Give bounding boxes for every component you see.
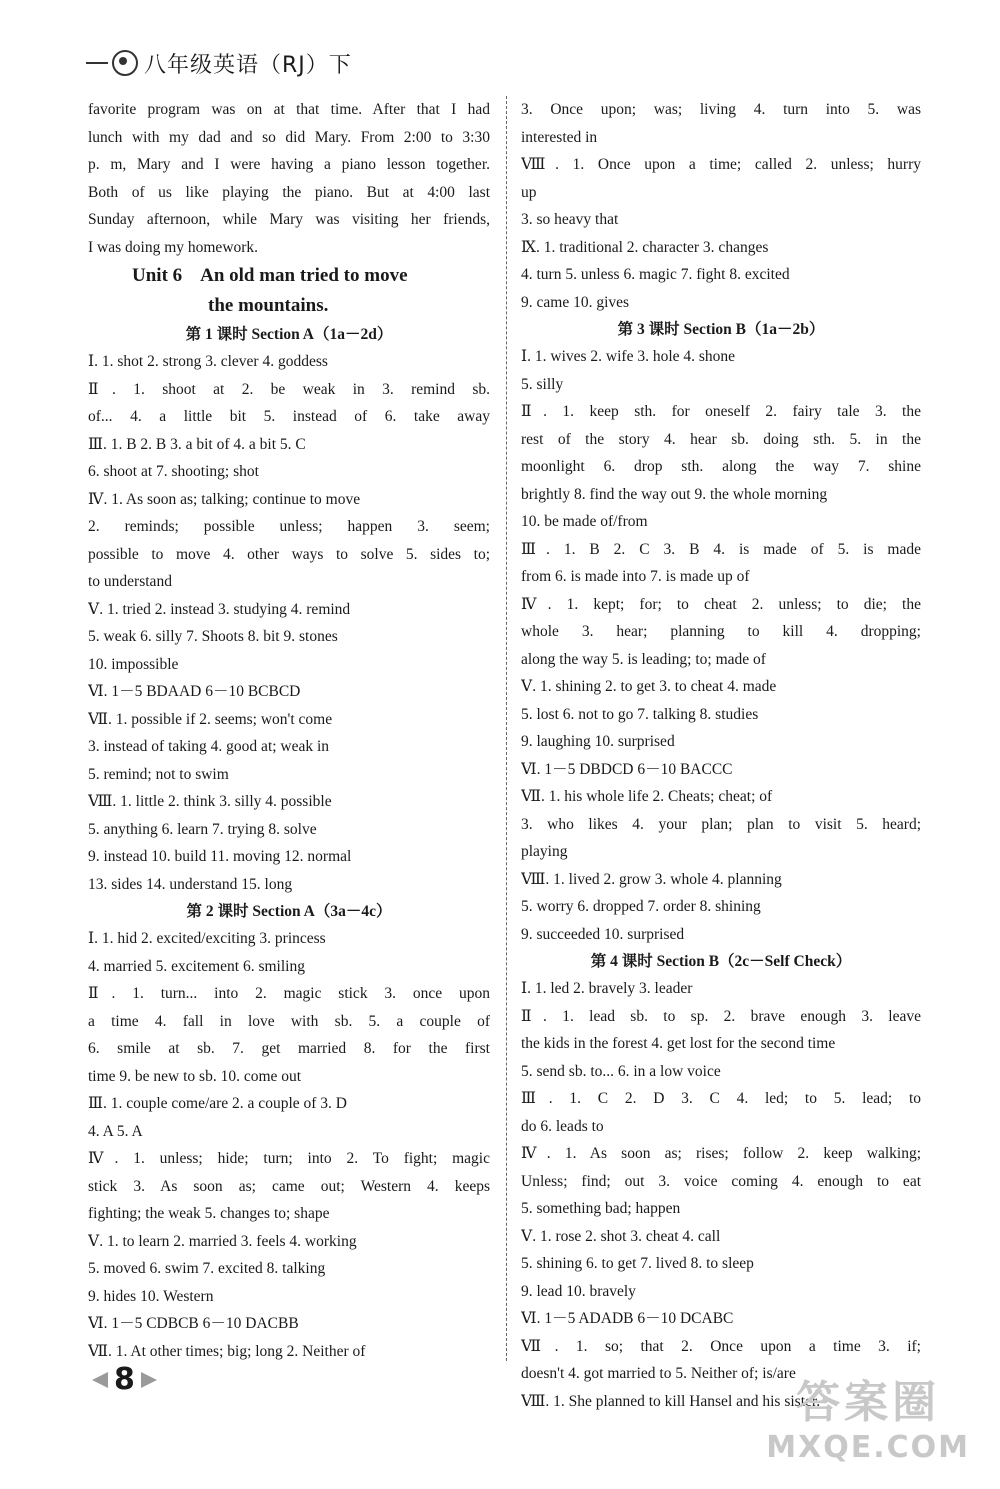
answer-line: possible to move 4. other ways to solve 5. sides to; <box>88 545 490 563</box>
answer-line: interested in <box>521 128 598 146</box>
answer-line: doesn't 4. got married to 5. Neither of; is/are <box>521 1365 796 1382</box>
answer-line: 5. shining 6. to get 7. lived 8. to sleep <box>521 1255 754 1272</box>
answer-line: favorite program was on at that time. After that I had <box>88 101 490 118</box>
answer-line: Ⅶ. 1. his whole life 2. Cheats; cheat; of <box>521 788 773 805</box>
column-divider <box>506 96 507 1361</box>
answer-line: Ⅱ. 1. keep sth. for oneself 2. fairy tale 3. the <box>521 403 921 420</box>
answer-line: stick 3. As soon as; came out; Western 4. keeps <box>88 1177 490 1195</box>
answer-line: Ⅶ. 1. so; that 2. Once upon a time 3. if; <box>521 1337 921 1355</box>
answer-line: Ⅰ. 1. led 2. bravely 3. leader <box>521 980 693 997</box>
answer-line: fighting; the weak 5. changes to; shape <box>88 1205 330 1222</box>
answer-line: Unless; find; out 3. voice coming 4. enough to eat <box>521 1172 921 1190</box>
answer-line: rest of the story 4. hear sb. doing sth. 5. in the <box>521 430 921 448</box>
answer-line: Ⅸ. 1. traditional 2. character 3. changes <box>521 238 769 256</box>
answer-line: 10. impossible <box>88 655 179 673</box>
answer-line: 5. worry 6. dropped 7. order 8. shining <box>521 898 761 915</box>
answer-line: 3. instead of taking 4. good at; weak in <box>88 738 330 755</box>
answer-line: Ⅷ. 1. She planned to kill Hansel and his sister. <box>521 1392 821 1410</box>
answer-line: playing <box>521 843 568 860</box>
answer-line: Ⅷ. 1. little 2. think 3. silly 4. possible <box>88 793 332 810</box>
watermark-logo <box>766 1366 970 1465</box>
answer-line: Ⅰ. 1. hid 2. excited/exciting 3. princess <box>88 930 326 947</box>
unit-title-continued: the mountains. <box>208 295 329 316</box>
answer-line: 3. so heavy that <box>521 211 619 228</box>
answer-line: Ⅱ. 1. turn... into 2. magic stick 3. once upon <box>88 985 490 1002</box>
answer-line: 9. came 10. gives <box>521 293 630 311</box>
answer-line: Ⅴ. 1. to learn 2. married 3. feels 4. working <box>88 1232 357 1250</box>
answer-line: 6. smile at sb. 7. get married 8. for the first <box>88 1040 490 1057</box>
header-ornament-icon <box>112 50 138 76</box>
answer-line: Ⅴ. 1. tried 2. instead 3. studying 4. remind <box>88 600 351 618</box>
answer-line: 5. remind; not to swim <box>88 765 229 783</box>
answer-line: Ⅳ. 1. As soon as; rises; follow 2. keep walking; <box>521 1145 921 1162</box>
answer-line: Sunday afternoon, while Mary was visiting her friends, <box>88 211 490 228</box>
answer-line: 9. instead 10. build 11. moving 12. normal <box>88 848 352 865</box>
answer-line: lunch with my dad and so did Mary. From 2:00 to 3:30 <box>88 128 490 146</box>
answer-line: 4. A 5. A <box>88 1122 143 1140</box>
answer-line: 4. turn 5. unless 6. magic 7. fight 8. excited <box>521 266 790 283</box>
left-column <box>88 96 490 1365</box>
right-column <box>521 96 921 1415</box>
answer-line: 5. lost 6. not to go 7. talking 8. studies <box>521 705 759 723</box>
answer-line: Ⅱ. 1. lead sb. to sp. 2. brave enough 3. leave <box>521 1007 921 1025</box>
answer-line: Ⅰ. 1. wives 2. wife 3. hole 4. shone <box>521 348 736 365</box>
answer-line: 13. sides 14. understand 15. long <box>88 875 293 893</box>
answer-line: 3. who likes 4. your plan; plan to visit 5. heard; <box>521 815 921 833</box>
answer-line: time 9. be new to sb. 10. come out <box>88 1067 302 1085</box>
answer-line: 2. reminds; possible unless; happen 3. seem; <box>88 518 490 535</box>
answer-line: Ⅲ. 1. couple come/are 2. a couple of 3. D <box>88 1095 347 1112</box>
answer-line: 5. silly <box>521 375 564 393</box>
answer-line: Ⅳ. 1. kept; for; to cheat 2. unless; to die; the <box>521 595 921 613</box>
answer-line: 6. shoot at 7. shooting; shot <box>88 463 259 480</box>
answer-line: Ⅵ. 1－5 BDAAD 6－10 BCBCD <box>88 683 301 700</box>
answer-line: Ⅰ. 1. shot 2. strong 3. clever 4. goddess <box>88 353 328 370</box>
answer-line: 9. laughing 10. surprised <box>521 733 675 750</box>
answer-line: 3. Once upon; was; living 4. turn into 5. was <box>521 101 921 118</box>
answer-line: the kids in the forest 4. get lost for the second time <box>521 1035 836 1052</box>
page-number: 8 <box>114 1362 135 1397</box>
answer-line: brightly 8. find the way out 9. the whole morning <box>521 485 828 503</box>
answer-line: Ⅳ. 1. As soon as; talking; continue to move <box>88 490 361 508</box>
answer-line: Both of us like playing the piano. But at 4:00 last <box>88 183 490 201</box>
answer-line: do 6. leads to <box>521 1117 604 1135</box>
unit-title: Unit 6 An old man tried to move <box>132 265 408 286</box>
answer-line: 5. send sb. to... 6. in a low voice <box>521 1062 721 1080</box>
answer-line: 5. moved 6. swim 7. excited 8. talking <box>88 1260 326 1277</box>
answer-line: Ⅶ. 1. possible if 2. seems; won't come <box>88 710 333 728</box>
header-rule <box>86 62 108 64</box>
answer-line: Ⅵ. 1－5 ADADB 6－10 DCABC <box>521 1310 734 1327</box>
section-heading: 第 1 课时 Section A（1a－2d） <box>185 326 393 343</box>
section-heading: 第 4 课时 Section B（2c－Self Check） <box>590 953 852 970</box>
answer-line: 9. hides 10. Western <box>88 1287 214 1305</box>
section-heading: 第 3 课时 Section B（1a－2b） <box>617 321 825 338</box>
answer-line: whole 3. hear; planning to kill 4. dropping; <box>521 623 921 640</box>
right-arrow-icon <box>141 1372 157 1388</box>
answer-line: 5. something bad; happen <box>521 1200 681 1217</box>
answer-line: up <box>521 183 537 201</box>
answer-line: Ⅶ. 1. At other times; big; long 2. Neither of <box>88 1342 366 1360</box>
answer-line: 4. married 5. excitement 6. smiling <box>88 957 305 975</box>
answer-line: Ⅳ. 1. unless; hide; turn; into 2. To fight; magic <box>88 1150 490 1167</box>
answer-line: a time 4. fall in love with sb. 5. a couple of <box>88 1012 490 1030</box>
answer-line: Ⅵ. 1－5 DBDCD 6－10 BACCC <box>521 760 733 778</box>
answer-line: from 6. is made into 7. is made up of <box>521 568 750 585</box>
answer-line: Ⅲ. 1. B 2. B 3. a bit of 4. a bit 5. C <box>88 435 306 453</box>
page-footer <box>92 1362 157 1397</box>
answer-line: along the way 5. is leading; to; made of <box>521 650 766 668</box>
header-title: 八年级英语（RJ）下 <box>144 52 352 78</box>
answer-line: Ⅵ. 1－5 CDBCB 6－10 DACBB <box>88 1315 299 1332</box>
answer-line: 5. weak 6. silly 7. Shoots 8. bit 9. stones <box>88 628 338 645</box>
answer-line: to understand <box>88 573 172 590</box>
answer-line: Ⅴ. 1. shining 2. to get 3. to cheat 4. made <box>521 678 777 695</box>
answer-line: Ⅲ. 1. C 2. D 3. C 4. led; to 5. lead; to <box>521 1090 921 1107</box>
answer-line: I was doing my homework. <box>88 238 259 256</box>
watermark-text: 答案圈 <box>796 1377 941 1428</box>
answer-line: of... 4. a little bit 5. instead of 6. take away <box>88 408 490 425</box>
watermark-url: MXQE.COM <box>766 1430 970 1465</box>
answer-line: 9. succeeded 10. surprised <box>521 925 685 943</box>
section-heading: 第 2 课时 Section A（3a－4c） <box>186 903 392 920</box>
answer-line: Ⅷ. 1. Once upon a time; called 2. unless; hurry <box>521 156 921 173</box>
answer-line: 5. anything 6. learn 7. trying 8. solve <box>88 820 317 838</box>
answer-line: Ⅲ. 1. B 2. C 3. B 4. is made of 5. is made <box>521 540 921 558</box>
answer-line: Ⅴ. 1. rose 2. shot 3. cheat 4. call <box>521 1227 721 1245</box>
answer-line: Ⅷ. 1. lived 2. grow 3. whole 4. planning <box>521 870 782 888</box>
answer-line: moonlight 6. drop sth. along the way 7. shine <box>521 458 921 475</box>
answer-line: p. m, Mary and I were having a piano lesson together. <box>88 156 490 173</box>
answer-line: Ⅱ. 1. shoot at 2. be weak in 3. remind sb. <box>88 380 490 398</box>
left-arrow-icon <box>92 1372 108 1388</box>
answer-line: 10. be made of/from <box>521 513 648 530</box>
answer-line: 9. lead 10. bravely <box>521 1282 636 1300</box>
page-header <box>86 48 352 78</box>
